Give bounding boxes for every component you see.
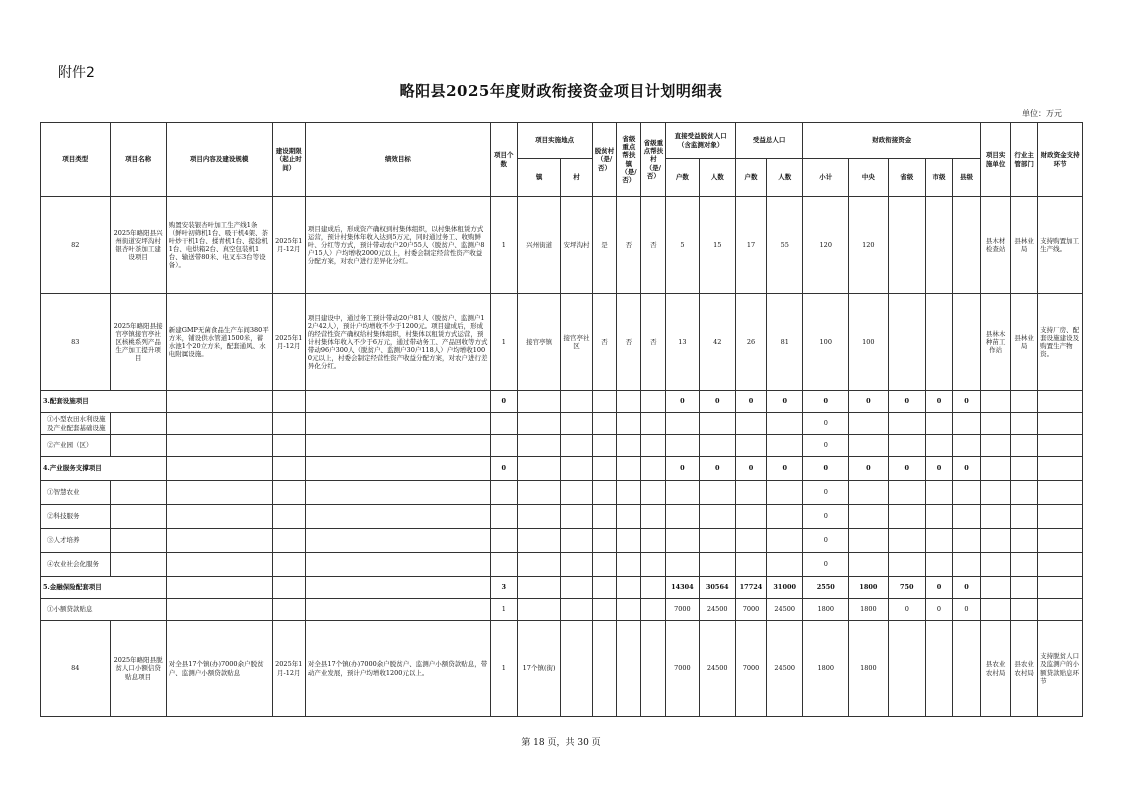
cell-d-households: 0 <box>666 457 699 481</box>
subcategory-label: ③人才培养 <box>41 529 111 553</box>
subcategory-row <box>41 529 1083 553</box>
cell-t-households: 0 <box>735 391 766 413</box>
cell-subtotal: 1800 <box>803 599 849 621</box>
cell-subtotal: 0 <box>803 435 849 457</box>
cell-t-people: 24500 <box>767 599 803 621</box>
cell-link: 支持脱贫人口及监测户的小额贷款贴息环节 <box>1038 621 1083 717</box>
header-direct-benefit: 直接受益脱贫人口（含监测对象） <box>666 123 736 159</box>
cell-link: 支持购置加工生产线。 <box>1038 197 1083 294</box>
header-name: 项目名称 <box>110 123 166 197</box>
cell-central: 100 <box>849 294 888 391</box>
cell-goal: 对全县17个镇(办)7000余户脱贫户、监测户小额贷款贴息，带动产业发展，预计户均增收1200元以上。 <box>305 621 490 717</box>
cell-key-village: 否 <box>641 197 666 294</box>
cell-provincial: 0 <box>888 599 925 621</box>
cell-period: 2025年1月-12月 <box>272 294 305 391</box>
category-label: 4.产业服务支撑项目 <box>41 457 167 481</box>
category-label: 3.配套设施项目 <box>41 391 167 413</box>
header-d-people: 人数 <box>699 159 735 197</box>
cell-county <box>952 621 980 717</box>
cell-count: 0 <box>490 457 517 481</box>
cell-subtotal: 2550 <box>803 577 849 599</box>
page-title: 略阳县2025年度财政衔接资金项目计划明细表 <box>399 82 723 100</box>
header-d-households: 户数 <box>666 159 699 197</box>
cell-subtotal: 0 <box>803 481 849 505</box>
cell-subtotal: 0 <box>803 529 849 553</box>
subcategory-label: ①智慧农业 <box>41 481 111 505</box>
cell-subtotal: 1800 <box>803 621 849 717</box>
unit-label: 单位：万元 <box>1022 109 1062 118</box>
header-period: 建设期限（起止时间） <box>272 123 305 197</box>
subcategory-row <box>41 435 1083 457</box>
subcategory-label: ②产业园（区） <box>41 435 111 457</box>
category-row <box>41 391 1083 413</box>
header-count: 项目个数 <box>490 123 517 197</box>
cell-goal: 项目建设中，通过务工预计带动20户81人（脱贫户、监测户12户42人），预计户均增收不少于1200元。项目建成后，形成的经营性资产确权给村集体组织，村集体以租赁方式运营，预计村集体年收入不少于6万元，通过带动务工、产品回收等方式带动96户300人（脱贫户、监测户30户118人）户均增收1000元以上，村委会制定经营性资产收益分配方案，对农户进行差异化分红。 <box>305 294 490 391</box>
subcategory-label: ②科技服务 <box>41 505 111 529</box>
cell-central: 1800 <box>849 577 888 599</box>
table-row <box>41 621 1083 717</box>
cell-central: 1800 <box>849 599 888 621</box>
cell-key-town: 否 <box>617 294 641 391</box>
cell-name: 2025年略阳县接官亭镇接官亭社区核桃系列产品生产加工提升项目 <box>110 294 166 391</box>
cell-d-people: 30564 <box>699 577 735 599</box>
subcategory-row <box>41 553 1083 577</box>
cell-name: 2025年略阳县兴州街道安坪沟村银杏叶茶加工建设项目 <box>110 197 166 294</box>
cell-subtotal: 0 <box>803 391 849 413</box>
cell-town: 兴州街道 <box>517 197 561 294</box>
cell-t-households: 0 <box>735 457 766 481</box>
cell-county: 0 <box>952 577 980 599</box>
cell-village: 接官亭社区 <box>561 294 592 391</box>
cell-central: 1800 <box>849 621 888 717</box>
header-link: 财政资金支持环节 <box>1038 123 1083 197</box>
header-goal: 绩效目标 <box>305 123 490 197</box>
cell-count: 1 <box>490 621 517 717</box>
category-row <box>41 577 1083 599</box>
cell-count: 3 <box>490 577 517 599</box>
cell-key-town: 否 <box>617 197 641 294</box>
header-dept: 行业主管部门 <box>1011 123 1038 197</box>
cell-city: 0 <box>925 599 952 621</box>
cell-t-households: 17724 <box>735 577 766 599</box>
cell-key-village <box>641 621 666 717</box>
header-subtotal: 小计 <box>803 159 849 197</box>
cell-county: 0 <box>952 599 980 621</box>
cell-t-households: 7000 <box>735 599 766 621</box>
subcategory-row <box>41 413 1083 435</box>
cell-unit-org: 县农业农村局 <box>981 621 1011 717</box>
cell-subtotal: 0 <box>803 505 849 529</box>
cell-provincial: 0 <box>888 391 925 413</box>
cell-central: 0 <box>849 457 888 481</box>
cell-d-households: 14304 <box>666 577 699 599</box>
cell-no: 82 <box>41 197 111 294</box>
cell-count: 1 <box>490 197 517 294</box>
cell-no: 84 <box>41 621 111 717</box>
cell-poverty-village: 否 <box>592 294 617 391</box>
cell-city: 0 <box>925 457 952 481</box>
cell-content: 对全县17个镇(办)7000余户脱贫户、监测户小额贷款贴息 <box>166 621 272 717</box>
header-location: 项目实施地点 <box>517 123 592 159</box>
category-row <box>41 457 1083 481</box>
cell-provincial: 750 <box>888 577 925 599</box>
cell-d-people: 0 <box>699 391 735 413</box>
cell-poverty-village <box>592 621 617 717</box>
header-provincial: 省级 <box>888 159 925 197</box>
table-row <box>41 294 1083 391</box>
cell-subtotal: 100 <box>803 294 849 391</box>
cell-town: 接官亭镇 <box>517 294 561 391</box>
header-village: 村 <box>561 159 592 197</box>
cell-content: 购置安装银杏叶加工生产线1条（鲜叶初筛机1台、吸干机4架、茶叶炒干机1台、揉青机1台、提捻机1台、电烘箱2台、真空包装机1台、输送带80米、电叉车3台等设备）。 <box>166 197 272 294</box>
header-key-village: 省级重点帮扶村（是/否） <box>641 123 666 197</box>
cell-t-people: 31000 <box>767 577 803 599</box>
cell-t-households: 17 <box>735 197 766 294</box>
cell-d-households: 7000 <box>666 599 699 621</box>
subcategory-row <box>41 599 1083 621</box>
cell-name: 2025年略阳县脱贫人口小额信贷贴息项目 <box>110 621 166 717</box>
cell-village <box>561 621 592 717</box>
subcategory-row <box>41 505 1083 529</box>
cell-city <box>925 621 952 717</box>
cell-city <box>925 294 952 391</box>
cell-d-households: 0 <box>666 391 699 413</box>
cell-t-people: 81 <box>767 294 803 391</box>
cell-subtotal: 0 <box>803 413 849 435</box>
cell-d-people: 15 <box>699 197 735 294</box>
cell-d-households: 13 <box>666 294 699 391</box>
cell-city: 0 <box>925 391 952 413</box>
header-city: 市级 <box>925 159 952 197</box>
cell-county: 0 <box>952 457 980 481</box>
subcategory-label: ④农业社会化服务 <box>41 553 111 577</box>
cell-content: 新建GMP无菌食品生产车间380平方米，铺设供水管道1500米，蓄水池1个20立方米，配套通风、水电附属设施。 <box>166 294 272 391</box>
cell-d-households: 7000 <box>666 621 699 717</box>
table-row <box>41 197 1083 294</box>
cell-subtotal: 0 <box>803 553 849 577</box>
header-type: 项目类型 <box>41 123 111 197</box>
cell-dept: 县农业农村局 <box>1011 621 1038 717</box>
header-t-people: 人数 <box>767 159 803 197</box>
cell-t-households: 7000 <box>735 621 766 717</box>
page-footer: 第 18 页，共 30 页 <box>521 738 601 748</box>
cell-t-people: 0 <box>767 457 803 481</box>
cell-dept: 县林业局 <box>1011 294 1038 391</box>
cell-period: 2025年1月-12月 <box>272 621 305 717</box>
header-town: 镇 <box>517 159 561 197</box>
cell-county <box>952 197 980 294</box>
cell-d-people: 24500 <box>699 599 735 621</box>
cell-town: 17个镇(街) <box>517 621 561 717</box>
cell-d-people: 24500 <box>699 621 735 717</box>
cell-poverty-village: 是 <box>592 197 617 294</box>
cell-key-village: 否 <box>641 294 666 391</box>
cell-provincial <box>888 621 925 717</box>
header-funds: 财政衔接资金 <box>803 123 981 159</box>
cell-central: 0 <box>849 391 888 413</box>
header-central: 中央 <box>849 159 888 197</box>
cell-provincial <box>888 197 925 294</box>
cell-city <box>925 197 952 294</box>
cell-count: 1 <box>490 294 517 391</box>
cell-provincial <box>888 294 925 391</box>
cell-village: 安坪沟村 <box>561 197 592 294</box>
cell-provincial: 0 <box>888 457 925 481</box>
cell-dept: 县林业局 <box>1011 197 1038 294</box>
cell-d-people: 42 <box>699 294 735 391</box>
subcategory-label: ①小型农田水利设施及产业配套基础设施 <box>41 413 111 435</box>
header-t-households: 户数 <box>735 159 766 197</box>
cell-subtotal: 120 <box>803 197 849 294</box>
subcategory-label: ①小额贷款贴息 <box>41 599 167 621</box>
header-unit-org: 项目实施单位 <box>981 123 1011 197</box>
cell-t-people: 55 <box>767 197 803 294</box>
cell-count: 0 <box>490 391 517 413</box>
cell-d-people: 0 <box>699 457 735 481</box>
cell-goal: 项目建成后，形成资产确权到村集体组织，以村集体租赁方式运营，预计村集体年收入达到5万元，同时通过务工、收购鲜叶、分红等方式，预计带动农户20户55人（脱贫户、监测户8户15人）户均增收2000元以上，村委会制定经营性资产收益分配方案，对农户进行差异化分红。 <box>305 197 490 294</box>
cell-key-town <box>617 621 641 717</box>
cell-subtotal: 0 <box>803 457 849 481</box>
cell-county: 0 <box>952 391 980 413</box>
cell-county <box>952 294 980 391</box>
header-county: 县级 <box>952 159 980 197</box>
project-table <box>40 122 1083 717</box>
cell-unit-org: 县林木种苗工作站 <box>981 294 1011 391</box>
cell-link: 支持厂房、配套设施建设及购置生产物资。 <box>1038 294 1083 391</box>
header-key-town: 省级重点帮扶镇（是/否） <box>617 123 641 197</box>
header-total-benefit: 受益总人口 <box>735 123 803 159</box>
cell-city: 0 <box>925 577 952 599</box>
header-poverty-village: 脱贫村（是/否） <box>592 123 617 197</box>
cell-period: 2025年1月-12月 <box>272 197 305 294</box>
category-label: 5.金融保险配套项目 <box>41 577 167 599</box>
cell-no: 83 <box>41 294 111 391</box>
cell-t-people: 0 <box>767 391 803 413</box>
subcategory-row <box>41 481 1083 505</box>
cell-t-people: 24500 <box>767 621 803 717</box>
header-content: 项目内容及建设规模 <box>166 123 272 197</box>
cell-count: 1 <box>490 599 517 621</box>
attachment-label: 附件2 <box>58 65 95 81</box>
cell-d-households: 5 <box>666 197 699 294</box>
cell-central: 120 <box>849 197 888 294</box>
cell-unit-org: 县木材检查站 <box>981 197 1011 294</box>
cell-t-households: 26 <box>735 294 766 391</box>
